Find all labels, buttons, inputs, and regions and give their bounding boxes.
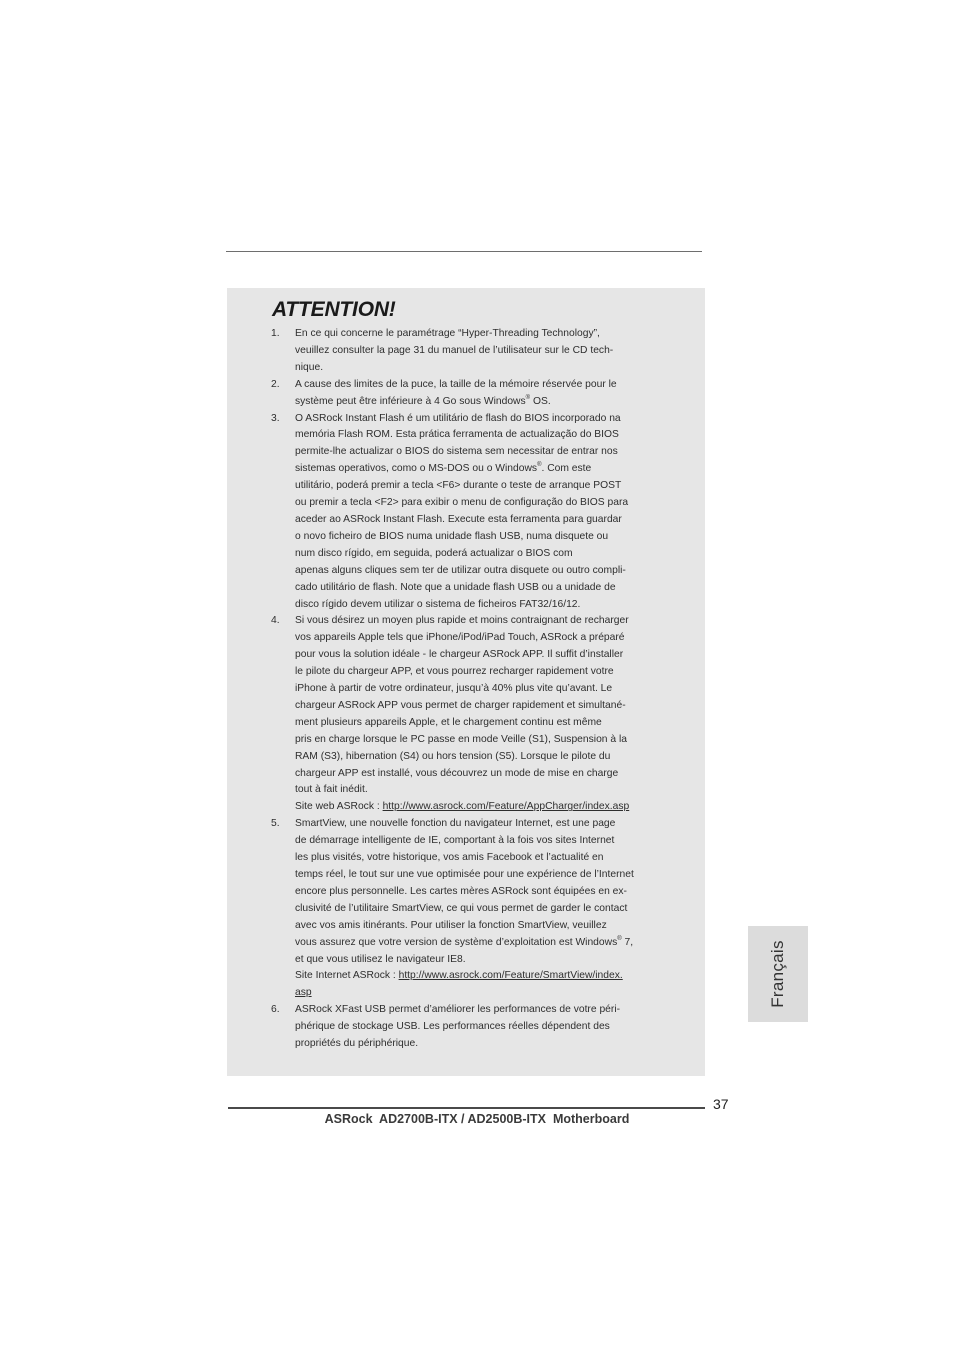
top-divider (226, 251, 702, 252)
site-line (295, 985, 659, 1002)
text-line: pris en charge lorsque le PC passe en mode Veille (S1), Suspension à la (295, 733, 627, 745)
list-item-1 (271, 326, 659, 377)
text-line: SmartView, une nouvelle fonction du navigateur Internet, est une page (295, 818, 616, 830)
language-tab (748, 926, 808, 1022)
text-line: clusivité de l’utilitaire SmartView, ce qui vous permet de garder le contact (295, 902, 628, 914)
text-line: num disco rígido, em seguida, poderá actualizar o BIOS com (295, 547, 573, 559)
text-line: nique. (295, 361, 324, 373)
text-line: les plus visités, votre historique, vos amis Facebook et l’actualité en (295, 852, 604, 864)
text-line: propriétés du périphérique. (295, 1038, 419, 1050)
attention-box (227, 288, 705, 1076)
bottom-divider (228, 1107, 705, 1109)
text-line: memória Flash ROM. Esta prática ferramenta de actualização do BIOS (295, 429, 619, 441)
text-line: tout à fait inédit. (295, 784, 368, 796)
text-line: RAM (S3), hibernation (S4) ou hors tension (S5). Lorsque le pilote du (295, 750, 611, 762)
text-line: ou premir a tecla <F2> para exibir o menu de configuração do BIOS para (295, 497, 629, 509)
list-item-6 (271, 1002, 659, 1053)
text-segment: sistemas operativos, como o MS-DOS ou o Windows (295, 463, 538, 475)
text-line: avec vos amis itinérants. Pour utiliser la fonction SmartView, veuillez (295, 919, 607, 931)
text-line: aceder ao ASRock Instant Flash. Execute esta ferramenta para guardar (295, 513, 622, 525)
text-line: disco rígido devem utilizar o sistema de ficheiros FAT32/16/12. (295, 598, 581, 610)
item-number: 4. (271, 615, 280, 627)
text-segment: . Com este (541, 463, 592, 475)
text-line: phérique de stockage USB. Les performances réelles dépendent des (295, 1021, 610, 1033)
registered-mark: ® (617, 935, 622, 942)
text-segment: vous assurez que votre version de système d’exploitation est Windows (295, 936, 618, 948)
smartview-link[interactable]: http://www.asrock.com/Feature/SmartView/index. (398, 970, 623, 982)
text-line: Si vous désirez un moyen plus rapide et moins contraignant de recharger (295, 615, 629, 627)
text-line: veuillez consulter la page 31 du manuel de l’utilisateur sur le CD tech- (295, 344, 614, 356)
appcharger-link[interactable]: http://www.asrock.com/Feature/AppCharger/index.asp (382, 801, 630, 813)
list-item-2 (271, 377, 659, 411)
text-line: cado utilitário de flash. Note que a unidade flash USB ou a unidade de (295, 581, 616, 593)
attention-list (271, 326, 659, 1053)
footer-title: ASRock AD2700B-ITX / AD2500B-ITX Motherboard (324, 1112, 630, 1126)
item-number: 5. (271, 818, 280, 830)
text-line: A cause des limites de la puce, la taille de la mémoire réservée pour le (295, 378, 617, 390)
text-segment: système peut être inférieure à 4 Go sous Windows (295, 395, 526, 407)
item-number: 1. (271, 328, 280, 339)
text-line: ment plusieurs appareils Apple, et le chargement continu est même (295, 716, 602, 728)
item-text (295, 377, 659, 411)
attention-heading: ATTENTION! (272, 298, 396, 321)
language-label: Français (768, 940, 787, 1008)
list-item-5 (271, 816, 659, 1002)
item-text (295, 613, 659, 816)
text-segment: 7, (621, 936, 634, 948)
item-number: 6. (271, 1004, 280, 1016)
text-line: le pilote du chargeur APP, et vous pourrez recharger rapidement votre (295, 666, 614, 678)
text-line: o novo ficheiro de BIOS numa unidade flash USB, numa disquete ou (295, 530, 609, 542)
item-text (295, 816, 659, 1002)
text-line: apenas alguns cliques sem ter de utilizar outra disquete ou outro compli- (295, 564, 626, 576)
item-number: 2. (271, 378, 280, 390)
site-line (295, 968, 659, 985)
text-line: iPhone à partir de votre ordinateur, jusqu’à 40% plus vite qu’avant. Le (295, 683, 613, 695)
site-line (295, 799, 659, 816)
item-text (295, 326, 659, 377)
text-line: vos appareils Apple tels que iPhone/iPod/iPad Touch, ASRock a préparé (295, 632, 625, 644)
registered-mark: ® (525, 394, 531, 401)
text-line (295, 394, 659, 411)
item-number: 3. (271, 412, 280, 424)
text-line: et que vous utilisez le navigateur IE8. (295, 953, 466, 965)
text-line: permite-lhe actualizar o BIOS do sistema sem necessitar de entrar nos (295, 446, 618, 458)
text-line: chargeur ASRock APP vous permet de charger rapidement et simultané- (295, 699, 626, 711)
text-line: pour vous la solution idéale - le chargeur ASRock APP. Il suffit d’installer (295, 649, 624, 661)
text-line: ASRock XFast USB permet d’améliorer les performances de votre péri- (295, 1004, 621, 1016)
text-line: utilitário, poderá premir a tecla <F6> durante o teste de arranque POST (295, 480, 622, 492)
list-item-4 (271, 613, 659, 816)
site-label: Site web ASRock : (295, 801, 383, 813)
smartview-link-continued[interactable]: asp (295, 987, 312, 999)
item-text (295, 1002, 659, 1053)
list-item-3 (271, 411, 659, 614)
text-line: chargeur APP est installé, vous découvrez un mode de mise en charge (295, 767, 619, 779)
page-number: 37 (713, 1096, 729, 1112)
text-line (295, 461, 659, 478)
text-line: encore plus personnelle. Les cartes mères ASRock sont équipées en ex- (295, 885, 627, 897)
text-line: O ASRock Instant Flash é um utilitário de flash do BIOS incorporado na (295, 412, 621, 424)
item-text (295, 411, 659, 614)
registered-mark: ® (537, 462, 542, 469)
text-line: temps réel, le tout sur une vue optimisée pour une expérience de l’Internet (295, 869, 634, 880)
site-label: Site Internet ASRock : (295, 970, 399, 982)
text-line (295, 935, 659, 952)
text-segment: OS. (532, 395, 551, 407)
text-line: de démarrage intelligente de IE, comportant à la fois vos sites Internet (295, 835, 615, 847)
text-line: En ce qui concerne le paramétrage “Hyper-Threading Technology”, (295, 328, 600, 339)
